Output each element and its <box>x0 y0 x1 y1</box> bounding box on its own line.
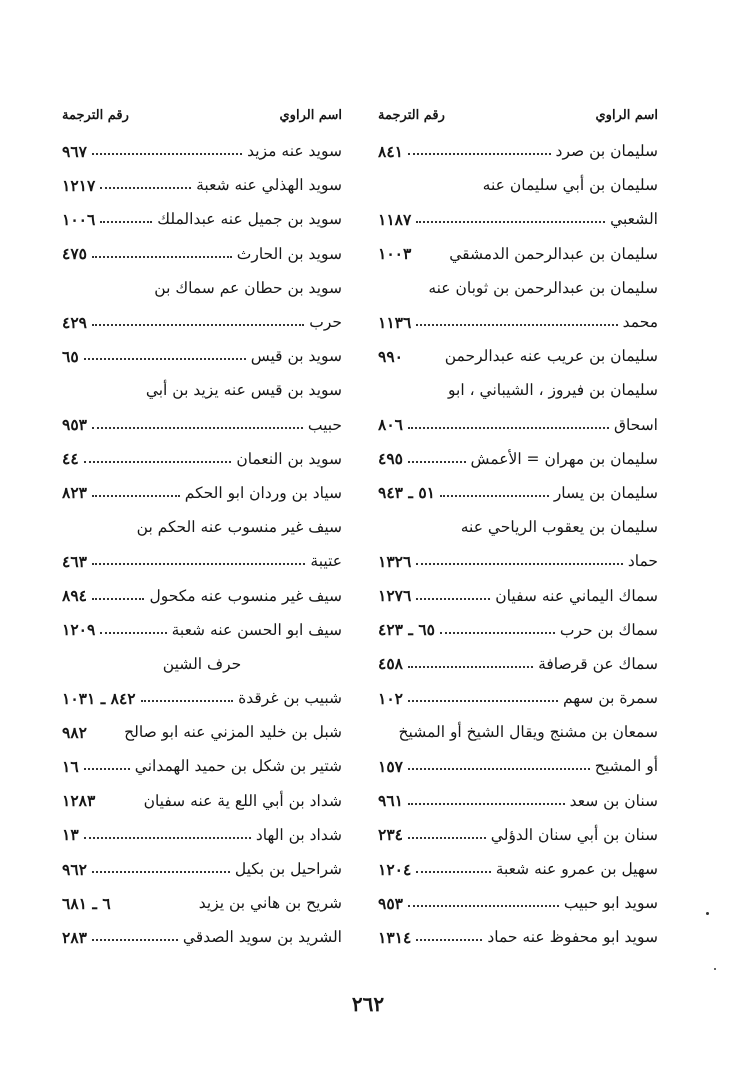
index-entry <box>62 373 342 407</box>
entry-list <box>378 134 658 955</box>
dot-leader <box>100 187 191 189</box>
dot-leader <box>92 256 232 258</box>
entry-number: ١٣ <box>62 825 79 845</box>
narrator-name: شراحيل بن بكيل <box>234 860 342 879</box>
entry-number: ١٥٧ <box>378 756 403 776</box>
index-entry <box>62 544 342 578</box>
entry-number: ١٠٢ <box>378 688 403 708</box>
dot-leader <box>100 221 152 223</box>
header-narrator-name: اسم الراوي <box>595 108 658 123</box>
narrator-name: سماك عن قرصافة <box>538 654 658 673</box>
narrator-name: سليمان بن يسار <box>553 483 658 502</box>
index-entry <box>378 408 658 442</box>
narrator-name: سليمان بن مهران = الأعمش <box>470 449 658 468</box>
narrator-name: سليمان بن أبي سليمان عنه <box>482 176 658 195</box>
narrator-name: شتير بن شكل بن حميد الهمداني <box>134 757 342 776</box>
entry-number: ١١٨٧ <box>378 209 412 229</box>
index-entry <box>378 544 658 578</box>
dot-leader <box>92 427 303 429</box>
index-entry <box>62 784 342 818</box>
section-heading-label: حرف الشين <box>162 654 242 673</box>
dot-leader <box>92 495 180 497</box>
entry-number: ٢٣٤ <box>378 825 403 845</box>
narrator-name: سماك اليماني عنه سفيان <box>495 586 658 605</box>
narrator-name: شريح بن هاني بن يزيد <box>198 894 342 913</box>
narrator-name: حبيب <box>307 415 342 434</box>
index-entry <box>62 510 342 544</box>
entry-number: ١٢٧٦ <box>378 586 412 606</box>
dot-leader <box>416 598 490 600</box>
entry-number: ١٢١٧ <box>62 175 96 195</box>
entry-number: ٥١ ـ ٩٤٣ <box>378 483 435 503</box>
narrator-name: شبل بن خليد المزني عنه ابو صالح <box>124 723 342 742</box>
index-entry <box>62 202 342 236</box>
narrator-name: سهيل بن عمرو عنه شعبة <box>495 860 658 879</box>
dot-leader <box>92 871 230 873</box>
entry-number: ١٣٢٦ <box>378 551 412 571</box>
column-header <box>378 98 658 134</box>
entry-number: ٤٢٩ <box>62 312 87 332</box>
index-entry <box>62 886 342 920</box>
index-entry <box>62 339 342 373</box>
index-entry <box>62 476 342 510</box>
entry-number: ١١٣٦ <box>378 312 412 332</box>
dot-leader <box>408 768 590 770</box>
dot-leader <box>408 905 559 907</box>
index-entry <box>378 339 658 373</box>
index-entry <box>378 647 658 681</box>
scan-speck <box>714 968 716 970</box>
narrator-name: حرب <box>309 313 342 332</box>
entry-number: ٦٥ ـ ٤٢٣ <box>378 620 435 640</box>
entry-number: ١٦ <box>62 756 79 776</box>
dot-leader <box>408 153 551 155</box>
narrator-name: سويد بن قيس عنه يزيد بن أبي <box>145 381 342 400</box>
dot-leader <box>416 871 490 873</box>
entry-number: ٨٤٢ ـ ١٠٣١ <box>62 688 136 708</box>
narrator-name: سليمان بن يعقوب الرياحي عنه <box>460 518 658 537</box>
narrator-name: سنان بن أبي سنان الدؤلي <box>490 825 658 844</box>
index-entry <box>378 202 658 236</box>
page-number: ٢٦٢ <box>351 992 385 1016</box>
index-entry <box>62 852 342 886</box>
entry-number: ٩٦٧ <box>62 141 87 161</box>
index-entry <box>378 271 658 305</box>
header-entry-number: رقم الترجمة <box>62 108 129 123</box>
narrator-name: سمعان بن مشنج ويقال الشيخ أو المشيخ <box>398 723 658 742</box>
entry-number: ٦٥ <box>62 346 79 366</box>
entry-number: ٩٩٠ <box>378 346 403 366</box>
entry-number: ٤٥٨ <box>378 654 403 674</box>
entry-number: ١٠٠٣ <box>378 244 412 264</box>
dot-leader <box>84 461 232 463</box>
dot-leader <box>92 598 144 600</box>
entry-number: ١٠٠٦ <box>62 209 96 229</box>
index-entry <box>378 134 658 168</box>
scan-speck <box>706 912 709 915</box>
narrator-name: سويد بن النعمان <box>236 449 342 468</box>
narrator-name: سليمان بن عبدالرحمن الدمشقي <box>449 244 658 263</box>
narrator-name: سليمان بن فيروز ، الشيباني ، ابو <box>448 381 658 400</box>
index-entry <box>62 305 342 339</box>
index-entry <box>378 681 658 715</box>
narrator-name: سمرة بن سهم <box>562 689 658 708</box>
entry-number: ٩٦١ <box>378 791 403 811</box>
index-entry <box>62 920 342 954</box>
dot-leader <box>408 803 565 805</box>
dot-leader <box>440 495 549 497</box>
dot-leader <box>141 700 234 702</box>
entry-list <box>62 134 342 955</box>
dot-leader <box>408 837 486 839</box>
entry-number: ١٢٨٣ <box>62 791 96 811</box>
dot-leader <box>92 563 305 565</box>
entry-number: ٤٧٥ <box>62 244 87 264</box>
index-entry <box>62 408 342 442</box>
index-entry <box>62 715 342 749</box>
dot-leader <box>408 666 533 668</box>
dot-leader <box>416 324 617 326</box>
index-entry <box>62 749 342 783</box>
narrator-name: اسحاق <box>613 415 658 434</box>
index-entry <box>378 442 658 476</box>
index-entry <box>62 681 342 715</box>
entry-number: ١٢٠٤ <box>378 859 412 879</box>
index-entry <box>62 442 342 476</box>
narrator-name: عتيبة <box>310 552 342 571</box>
index-entry <box>378 886 658 920</box>
index-entry <box>378 510 658 544</box>
index-entry <box>378 920 658 954</box>
dot-leader <box>84 768 130 770</box>
narrator-name: أو المشيح <box>594 757 658 776</box>
dot-leader <box>408 700 558 702</box>
entry-number: ٦ ـ ٦٨١ <box>62 893 111 913</box>
entry-number: ٨٢٣ <box>62 483 87 503</box>
narrator-name: سويد بن قيس <box>250 347 342 366</box>
narrator-name: سيف ابو الحسن عنه شعبة <box>171 620 342 639</box>
index-entry <box>378 749 658 783</box>
index-entry <box>378 784 658 818</box>
left-column <box>62 98 342 955</box>
index-entry <box>62 271 342 305</box>
entry-number: ٨٤١ <box>378 141 403 161</box>
index-entry <box>62 237 342 271</box>
narrator-name: الشعبي <box>610 210 658 229</box>
entry-number: ٩٥٣ <box>62 415 87 435</box>
dot-leader <box>92 324 304 326</box>
entry-number: ٤٤ <box>62 449 79 469</box>
header-narrator-name: اسم الراوي <box>279 108 342 123</box>
dot-leader <box>92 939 178 941</box>
entry-number: ٩٨٢ <box>62 722 87 742</box>
index-entry <box>378 305 658 339</box>
narrator-name: شبيب بن غرقدة <box>238 689 342 708</box>
index-entry <box>62 578 342 612</box>
index-entry <box>62 818 342 852</box>
entry-number: ٤٦٣ <box>62 551 87 571</box>
narrator-name: سليمان بن صرد <box>555 142 658 161</box>
right-column <box>378 98 658 955</box>
entry-number: ٨٠٦ <box>378 415 403 435</box>
column-header <box>62 98 342 134</box>
index-entry <box>378 715 658 749</box>
narrator-name: سنان بن سعد <box>569 791 658 810</box>
dot-leader <box>416 563 623 565</box>
narrator-name: سليمان بن عبدالرحمن بن ثوبان عنه <box>428 278 658 297</box>
narrator-name: سويد عنه مزيد <box>247 142 342 161</box>
narrator-name: سياد بن وردان ابو الحكم <box>184 483 342 502</box>
narrator-name: سويد الهذلي عنه شعبة <box>196 176 342 195</box>
narrator-name: محمد <box>622 313 658 332</box>
narrator-name: سيف غير منسوب عنه مكحول <box>149 586 342 605</box>
narrator-name: سويد بن جميل عنه عبدالملك <box>157 210 342 229</box>
entry-number: ١٢٠٩ <box>62 620 96 640</box>
entry-number: ٩٥٣ <box>378 893 403 913</box>
dot-leader <box>92 153 242 155</box>
entry-number: ١٣١٤ <box>378 927 412 947</box>
narrator-name: سويد ابو حبيب <box>563 894 658 913</box>
entry-number: ٢٨٣ <box>62 927 87 947</box>
section-heading <box>62 647 342 681</box>
dot-leader <box>100 632 166 634</box>
dot-leader <box>408 427 609 429</box>
index-entry <box>378 373 658 407</box>
dot-leader <box>408 461 466 463</box>
narrator-name: سويد ابو محفوظ عنه حماد <box>487 928 658 947</box>
index-entry <box>62 134 342 168</box>
index-entry <box>378 476 658 510</box>
index-entry <box>378 578 658 612</box>
narrator-name: سويد بن حطان عم سماك بن <box>154 278 342 297</box>
narrator-name: حماد <box>627 552 658 571</box>
index-entry <box>62 168 342 202</box>
narrator-name: سيف غير منسوب عنه الحكم بن <box>136 518 342 537</box>
narrator-name: شداد بن الهاد <box>255 825 342 844</box>
index-entry <box>378 613 658 647</box>
dot-leader <box>416 221 605 223</box>
header-entry-number: رقم الترجمة <box>378 108 445 123</box>
dot-leader <box>440 632 555 634</box>
index-entry <box>62 613 342 647</box>
narrator-name: سماك بن حرب <box>559 620 658 639</box>
dot-leader <box>84 358 246 360</box>
index-entry <box>378 852 658 886</box>
index-entry <box>378 237 658 271</box>
narrator-name: الشريد بن سويد الصدقي <box>182 928 342 947</box>
index-entry <box>378 168 658 202</box>
entry-number: ٨٩٤ <box>62 586 87 606</box>
narrator-name: شداد بن أبي اللع ية عنه سفيان <box>143 791 342 810</box>
entry-number: ٤٩٥ <box>378 449 403 469</box>
dot-leader <box>84 837 251 839</box>
narrator-name: سليمان بن عريب عنه عبدالرحمن <box>444 347 658 366</box>
narrator-name: سويد بن الحارث <box>236 244 342 263</box>
dot-leader <box>416 939 482 941</box>
index-entry <box>378 818 658 852</box>
entry-number: ٩٦٢ <box>62 859 87 879</box>
